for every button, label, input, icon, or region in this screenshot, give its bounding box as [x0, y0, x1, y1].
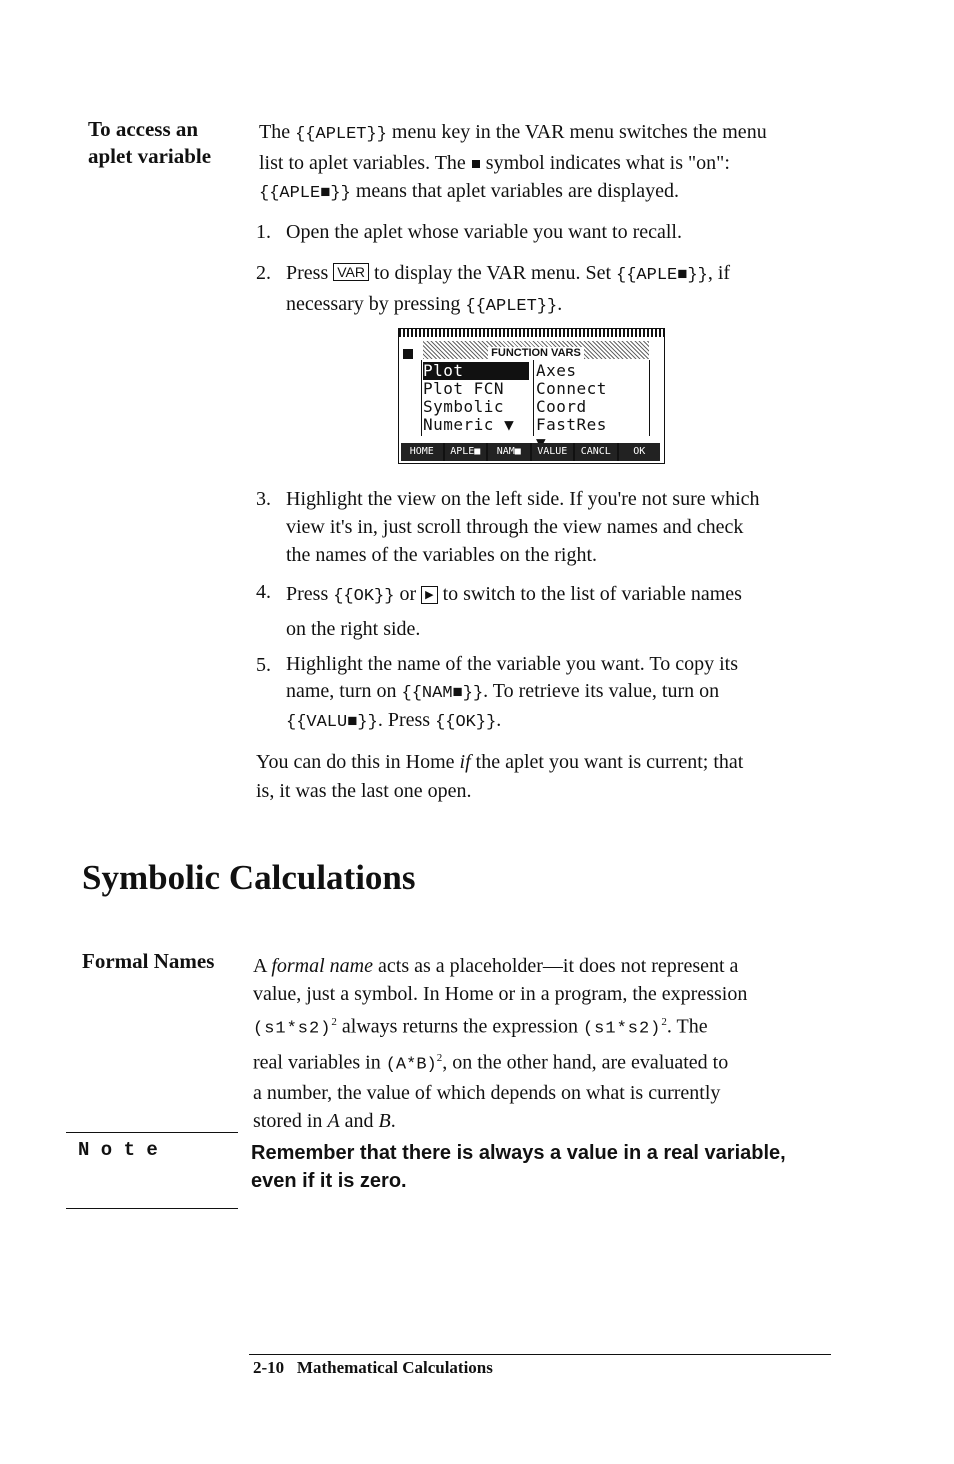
valu-key: {{VALU■}}: [286, 713, 378, 732]
screen-top-bar: [399, 329, 664, 337]
softkey-ok[interactable]: OK: [619, 443, 661, 461]
step-number: 2.: [256, 262, 271, 284]
footer-rule: [249, 1354, 831, 1355]
var-item-coord[interactable]: Coord: [536, 397, 587, 416]
text: menu key in the VAR menu switches the menu: [386, 121, 767, 143]
text: You can do this in Home: [256, 751, 460, 773]
screen-row: [423, 397, 587, 416]
page-number: 2-10: [253, 1358, 285, 1377]
text: is, it was the last one open.: [256, 780, 472, 802]
text: .: [390, 1110, 396, 1133]
right-arrow-key-icon: ▶: [421, 586, 437, 604]
screen-cursor: [403, 349, 413, 359]
note-text: [251, 1139, 851, 1195]
var-item-fastres[interactable]: FastRes: [536, 415, 607, 434]
ok-key: {{OK}}: [435, 713, 497, 732]
nam-key: {{NAM■}}: [401, 684, 484, 703]
text: .: [557, 293, 563, 315]
chapter-title: Mathematical Calculations: [296, 1358, 493, 1377]
variable: A: [327, 1110, 340, 1133]
step-text: the names of the variables on the right.: [286, 544, 598, 566]
var-item-symbolic[interactable]: Symbolic: [423, 397, 505, 416]
var-item-plot[interactable]: Plot: [423, 362, 529, 380]
text: or: [394, 583, 422, 605]
code: (A*B): [385, 1055, 437, 1075]
section-title: Symbolic Calculations: [82, 858, 416, 897]
formal-names-heading: Formal Names: [82, 949, 215, 973]
softkey-cancl[interactable]: CANCL: [575, 443, 617, 461]
formal-names-paragraph: [253, 952, 843, 1135]
text: means that aplet variables are displayed.: [350, 180, 680, 202]
heading-line-1: To access an: [88, 117, 199, 141]
text: value, just a symbol. In Home or in a program, the expression: [253, 983, 748, 1005]
text: . Press: [377, 709, 436, 731]
var-key: VAR: [333, 263, 369, 281]
step-text: view it's in, just scroll through the view names and check: [286, 516, 744, 538]
column-divider: [533, 360, 534, 436]
calculator-screen: [398, 328, 665, 464]
softkey-aple[interactable]: APLE■: [445, 443, 487, 461]
var-item-numeric[interactable]: Numeric ▼: [423, 415, 515, 434]
text: even if it is zero.: [251, 1170, 407, 1192]
code: (s1*s2): [253, 1019, 332, 1039]
aple-key: {{APLE■}}: [259, 184, 351, 203]
var-item-plot-fcn[interactable]: Plot FCN: [423, 379, 505, 398]
text: The: [259, 121, 296, 143]
text: necessary by pressing: [286, 293, 466, 315]
step-number: 1.: [256, 221, 271, 243]
screen-row: [423, 415, 607, 434]
text: . The: [666, 1015, 708, 1038]
text: the aplet you want is current; that: [470, 751, 744, 773]
text: a number, the value of which depends on what is currently: [253, 1082, 721, 1105]
screen-row: [423, 379, 607, 398]
aplet-key: {{APLET}}: [295, 125, 387, 144]
text: and: [339, 1110, 379, 1133]
screen-row: [423, 361, 577, 380]
step-5: [256, 651, 826, 737]
superscript: 2: [436, 1051, 443, 1064]
step-text: Highlight the name of the variable you want. To copy its: [286, 653, 739, 675]
text: Remember that there is always a value in a real variable,: [251, 1142, 786, 1164]
screen-header-bar: [423, 341, 649, 359]
intro-paragraph: [259, 118, 849, 208]
var-item-axes[interactable]: Axes: [536, 361, 577, 380]
step-1: [256, 218, 826, 248]
note-label: N o t e: [78, 1139, 158, 1161]
step-number: 4.: [256, 581, 271, 603]
superscript: 2: [331, 1016, 337, 1028]
text: . To retrieve its value, turn on: [483, 680, 720, 702]
ok-key: {{OK}}: [333, 587, 395, 606]
block-symbol-icon: [472, 160, 480, 168]
emphasis: formal name: [271, 955, 374, 977]
aple-key: {{APLE■}}: [616, 266, 708, 285]
home-note-paragraph: [256, 748, 846, 806]
superscript: 2: [661, 1016, 667, 1028]
text: Press: [286, 583, 334, 605]
variable: B: [378, 1110, 391, 1133]
var-item-connect[interactable]: Connect: [536, 379, 607, 398]
step-3: [256, 485, 826, 571]
step-4: [256, 578, 826, 642]
step-2: [256, 259, 826, 319]
text: A: [253, 955, 272, 977]
text: symbol indicates what is "on":: [480, 152, 730, 174]
softkey-value[interactable]: VALUE: [532, 443, 574, 461]
note-bottom-rule: [66, 1208, 238, 1209]
step-number: 3.: [256, 488, 271, 510]
heading-line-2: aplet variable: [88, 144, 212, 168]
step-number: 5.: [256, 654, 271, 676]
text: , on the other hand, are evaluated to: [442, 1051, 729, 1074]
step-text: Open the aplet whose variable you want to recall.: [286, 221, 682, 243]
text: Press: [286, 262, 334, 284]
text: , if: [707, 262, 731, 284]
text: to display the VAR menu. Set: [368, 262, 617, 284]
text: real variables in: [253, 1051, 386, 1074]
text: list to aplet variables. The: [259, 152, 471, 174]
aplet-key: {{APLET}}: [465, 297, 558, 316]
softkey-bar: [401, 443, 660, 461]
text: stored in: [253, 1110, 328, 1133]
softkey-home[interactable]: HOME: [401, 443, 443, 461]
code: (s1*s2): [582, 1019, 662, 1039]
softkey-nam[interactable]: NAM■: [488, 443, 530, 461]
text: acts as a placeholder—it does not represent a: [373, 955, 739, 977]
step-text: Highlight the view on the left side. If you're not sure which: [286, 488, 760, 510]
emphasis: if: [459, 751, 471, 773]
step-text: on the right side.: [286, 618, 421, 640]
text: name, turn on: [286, 680, 402, 702]
note-top-rule: [66, 1132, 238, 1133]
text: always returns the expression: [336, 1015, 583, 1038]
section-heading-access: [88, 116, 211, 170]
screen-header: FUNCTION VARS: [488, 347, 584, 359]
text: .: [496, 709, 502, 731]
text: to switch to the list of variable names: [437, 583, 742, 605]
footer: [253, 1357, 493, 1379]
